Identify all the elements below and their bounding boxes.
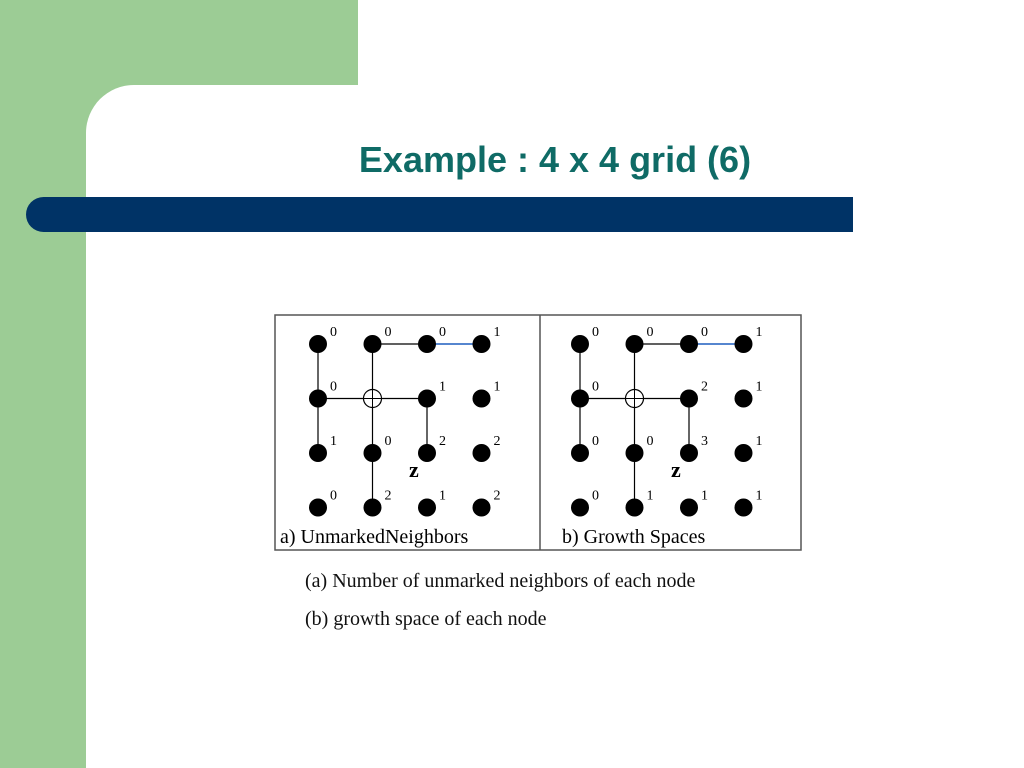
node-label: 0 (646, 325, 654, 340)
z-label: z (409, 457, 419, 482)
grid-node (418, 335, 436, 353)
node-label: 0 (646, 434, 654, 449)
node-label: 0 (592, 379, 599, 395)
node-label: 1 (330, 434, 337, 449)
grid-node (735, 390, 753, 408)
node-label: 1 (755, 434, 763, 449)
grid-node (309, 335, 327, 353)
node-label: 0 (701, 325, 708, 340)
node-label: 2 (493, 434, 501, 449)
node-label: 0 (592, 434, 599, 449)
node-label: 1 (755, 379, 763, 395)
grid-node (473, 390, 491, 408)
grid-node (571, 444, 589, 462)
grid-node (418, 444, 436, 462)
node-label: 0 (439, 325, 446, 340)
node-label: 0 (592, 488, 599, 504)
panel-caption: b) Growth Spaces (562, 526, 706, 548)
grid-node (364, 499, 382, 517)
grid-node (626, 499, 644, 517)
node-label: 2 (439, 434, 446, 449)
node-label: 2 (701, 379, 708, 395)
caption-line-a: (a) Number of unmarked neighbors of each node (305, 570, 696, 592)
node-label: 1 (439, 488, 446, 504)
grid-node (418, 390, 436, 408)
grid-node (418, 499, 436, 517)
node-label: 3 (701, 434, 708, 449)
grid-node (473, 335, 491, 353)
node-label: 1 (755, 325, 763, 340)
grid-node (626, 444, 644, 462)
grid-node (571, 390, 589, 408)
grid-node (571, 335, 589, 353)
node-label: 1 (493, 379, 501, 395)
node-label: 1 (493, 325, 501, 340)
grid-node (735, 335, 753, 353)
z-label: z (671, 457, 681, 482)
grid-node (680, 390, 698, 408)
slide-title: Example : 4 x 4 grid (6) (358, 139, 752, 180)
grid-node (473, 499, 491, 517)
grid-node (680, 444, 698, 462)
grid-figure (274, 314, 802, 551)
grid-node (364, 335, 382, 353)
title-underline-bar (26, 197, 853, 232)
node-label: 0 (592, 325, 599, 340)
grid-node (626, 335, 644, 353)
node-label: 0 (384, 434, 392, 449)
node-label: 0 (384, 325, 392, 340)
node-label: 1 (439, 379, 446, 395)
grid-node (680, 335, 698, 353)
node-label: 2 (493, 488, 501, 504)
node-label: 1 (701, 488, 708, 504)
grid-node (309, 444, 327, 462)
caption-line-b: (b) growth space of each node (305, 608, 547, 630)
grid-figure-svg (274, 314, 802, 551)
grid-node (571, 499, 589, 517)
grid-node (680, 499, 698, 517)
node-label: 0 (330, 325, 337, 340)
figure-border (275, 315, 801, 550)
node-label: 0 (330, 379, 337, 395)
panel-caption: a) UnmarkedNeighbors (280, 526, 469, 548)
node-label: 1 (646, 488, 654, 504)
grid-node (735, 499, 753, 517)
node-label: 2 (384, 488, 392, 504)
node-label: 1 (755, 488, 763, 504)
grid-node (735, 444, 753, 462)
grid-node (309, 499, 327, 517)
node-label: 0 (330, 488, 337, 504)
grid-node (473, 444, 491, 462)
grid-node (364, 444, 382, 462)
grid-node (309, 390, 327, 408)
